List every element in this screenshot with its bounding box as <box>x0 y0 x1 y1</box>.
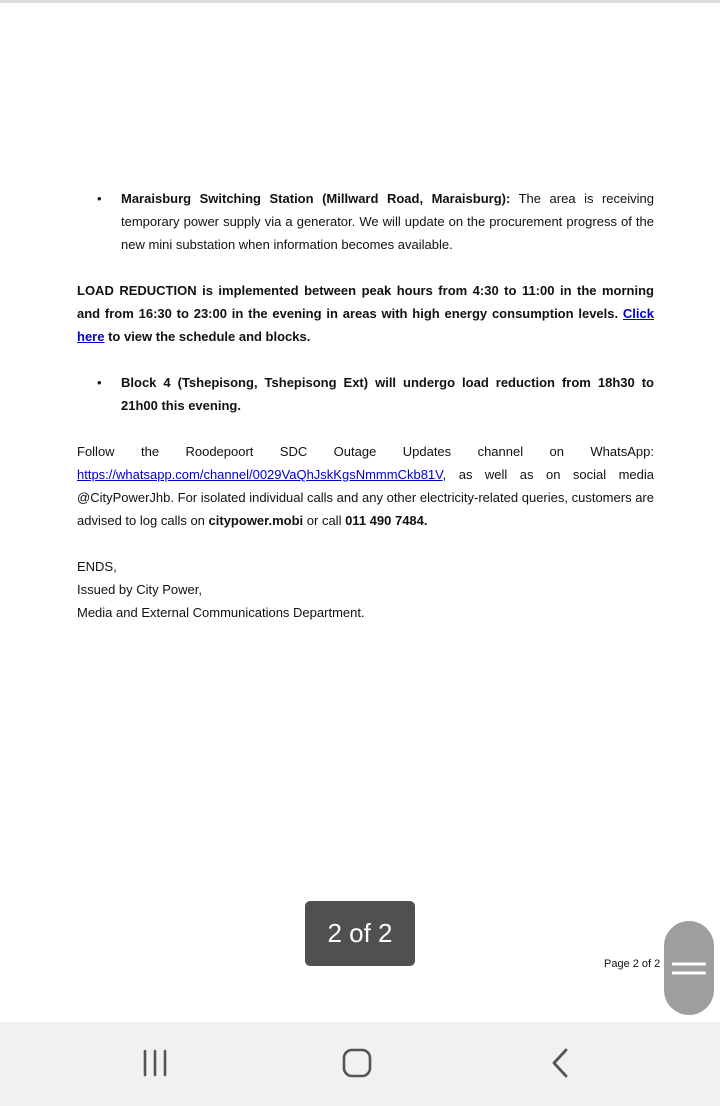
whatsapp-channel-link[interactable]: https://whatsapp.com/channel/0029VaQhJskKgsNmmmCkb81V <box>77 467 443 482</box>
load-reduction-text: LOAD REDUCTION is implemented between peak hours from 4:30 to 11:00 in the morning and from 16:30 to 23:00 in the evening in areas with high energy consumption levels. <box>77 283 654 321</box>
recents-button[interactable] <box>126 1040 186 1086</box>
ends-line: ENDS, <box>77 559 117 574</box>
load-reduction-after: to view the schedule and blocks. <box>104 329 311 344</box>
bullet-maraisburg <box>77 187 654 256</box>
system-navigation-bar <box>0 1022 720 1106</box>
citypower-site: citypower.mobi <box>208 513 304 528</box>
top-divider <box>0 0 720 3</box>
issued-by-line: Issued by City Power, <box>77 582 202 597</box>
bullet-maraisburg-text: The area is receiving temporary power supply via a generator. We will update on the procurement progress of the new mini substation when information becomes available. <box>121 191 655 252</box>
drag-handle-icon <box>672 958 706 978</box>
bullet-block4 <box>77 371 654 417</box>
bullet-block4-text: Block 4 (Tshepisong, Tshepisong Ext) will undergo load reduction from 18h30 to 21h00 this evening. <box>121 375 654 413</box>
back-button[interactable] <box>530 1040 590 1086</box>
follow-text-3: or call <box>303 513 346 528</box>
phone-number: 011 490 7484. <box>345 513 428 528</box>
department-line: Media and External Communications Department. <box>77 605 365 620</box>
follow-paragraph <box>77 440 654 532</box>
document-page <box>77 187 654 624</box>
recents-icon <box>141 1048 171 1078</box>
follow-text: Follow the Roodepoort SDC Outage Updates channel on WhatsApp: <box>77 444 654 459</box>
page-indicator: 2 of 2 <box>305 901 415 966</box>
home-icon <box>341 1047 373 1079</box>
click-here-link[interactable]: Click here <box>77 306 654 344</box>
back-icon <box>549 1047 571 1079</box>
home-button[interactable] <box>327 1040 387 1086</box>
scroll-handle[interactable] <box>664 921 714 1015</box>
load-reduction-paragraph <box>77 279 654 348</box>
page-footer: Page 2 of 2 <box>604 958 661 970</box>
follow-text-2: , as well as on social media @CityPowerJhb. For isolated individual calls and any other electricity-related queries, customers are advised to log calls on <box>77 467 654 528</box>
bullet-maraisburg-title: Maraisburg Switching Station (Millward Road, Maraisburg): <box>121 191 511 206</box>
